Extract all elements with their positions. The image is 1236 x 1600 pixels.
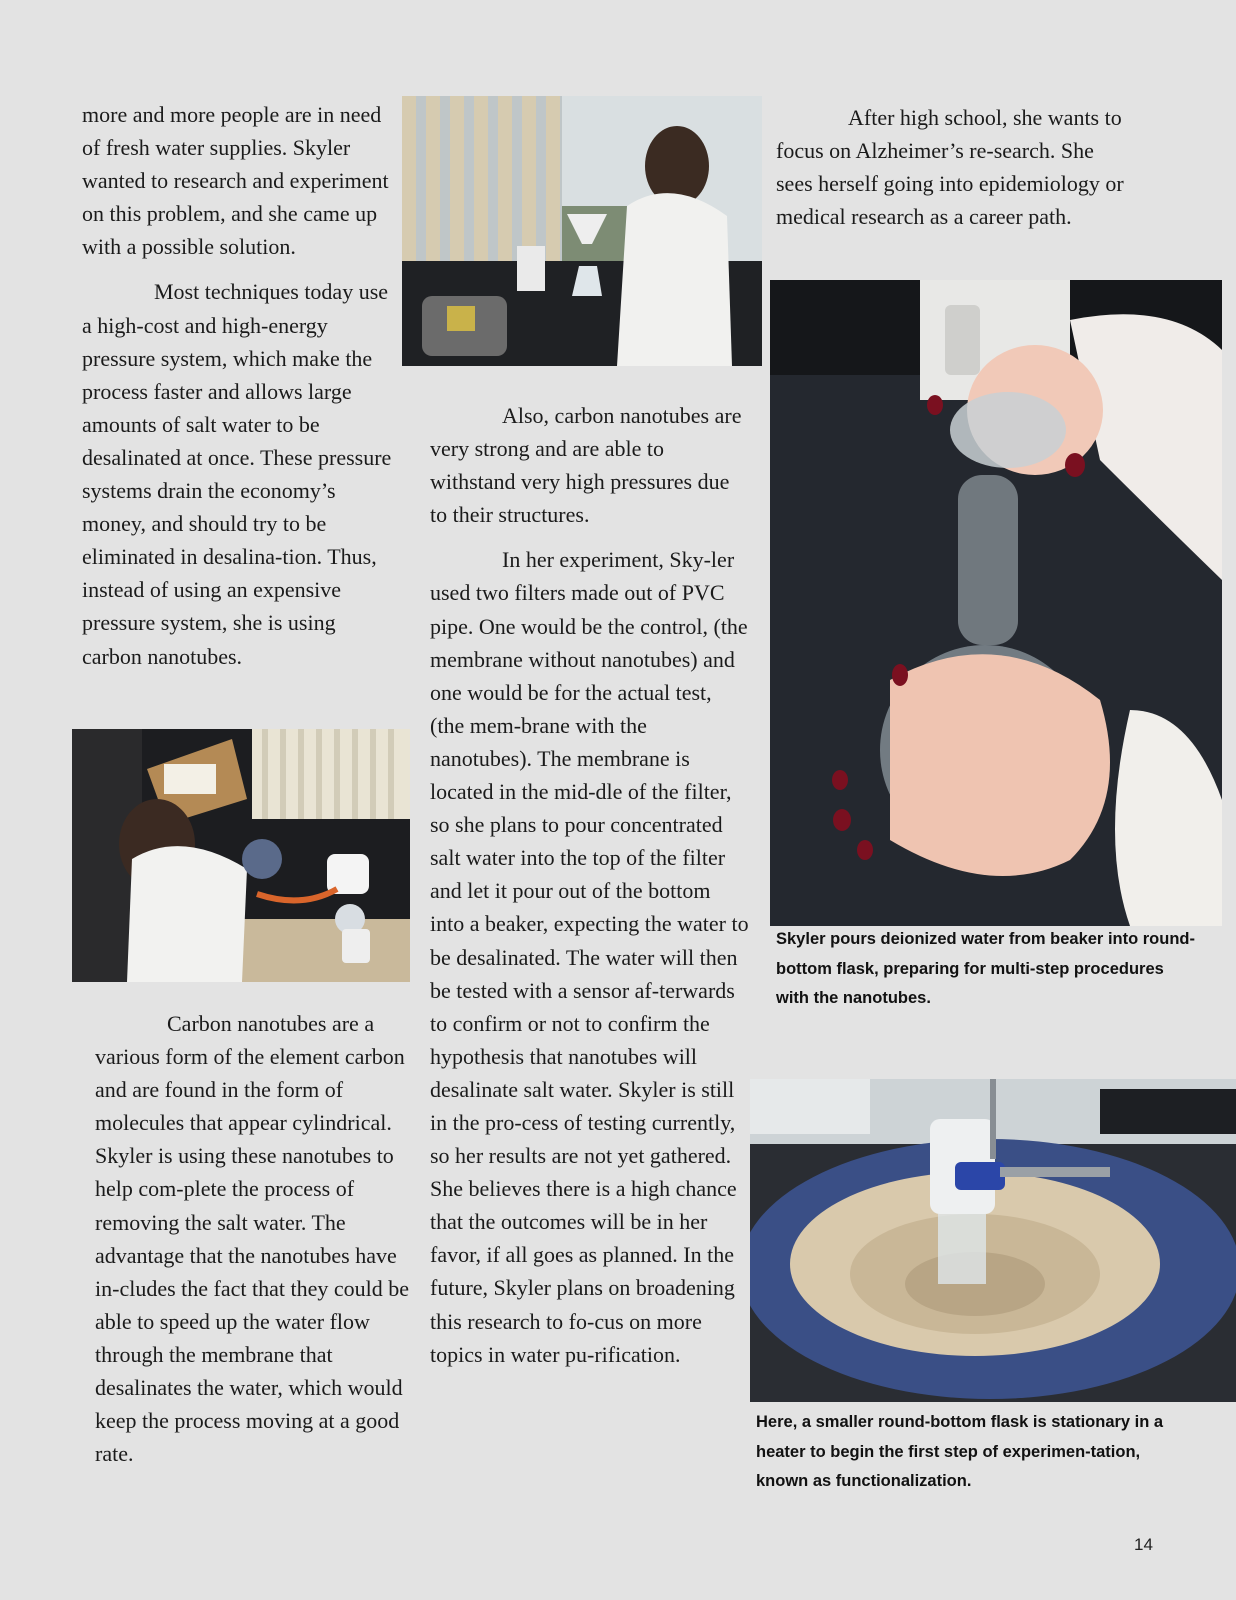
column-1 <box>82 98 400 673</box>
photo-lab-bench <box>72 729 410 982</box>
photo-heater <box>750 1079 1236 1402</box>
column-3 <box>776 101 1126 233</box>
col1-paragraph-1: more and more people are in need of fresh water supplies. Skyler wanted to research and experiment on this problem, and she came up with a possible solution. <box>82 102 389 260</box>
caption-heater: Here, a smaller round-bottom flask is stationary in a heater to begin the first step of experimen-tation, known as functionalization. <box>756 1413 1164 1490</box>
page-number: 14 <box>1134 1535 1153 1554</box>
column-1-continued <box>95 1007 415 1470</box>
col1-paragraph-2: Most techniques today use a high-cost and high-energy pressure system, which make the process faster and allows large amounts of salt water to be desalinated at once. These pressure systems drain the economy’s money, and should try to be eliminated in desalina-tion. Thus, instead of using an expensive pressure system, she is using carbon nanotubes. <box>82 279 392 669</box>
col1-paragraph-3: Carbon nanotubes are a various form of the element carbon and are found in the form of molecules that appear cylindrical. Skyler is using these nanotubes to help com-plete the process of removing the salt water. The advantage that the nanotubes have in-cludes the fact that they could be able to speed up the water flow through the membrane that desalinates the water, which would keep the process moving at a good rate. <box>95 1011 409 1467</box>
col3-paragraph-1: After high school, she wants to focus on Alzheimer’s re-search. She sees herself going into epidemiology or medical research as a career path. <box>776 105 1124 230</box>
column-2 <box>430 399 750 1371</box>
photo-researcher-filtration <box>402 96 762 366</box>
caption-flask-pour: Skyler pours deionized water from beaker into round-bottom flask, preparing for multi-step procedures with the nanotubes. <box>776 930 1195 1007</box>
col2-paragraph-1: Also, carbon nanotubes are very strong and are able to withstand very high pressures due to their structures. <box>430 403 742 528</box>
photo-flask-pour <box>770 280 1222 926</box>
col2-paragraph-2: In her experiment, Sky-ler used two filters made out of PVC pipe. One would be the control, (the membrane without nanotubes) and one would be for the actual test, (the mem-brane with the nanotubes). The membrane is located in the mid-dle of the filter, so she plans to pour concentrated salt water into the top of the filter and let it pour out of the bottom into a beaker, expecting the water to be desalinated. The water will then be tested with a sensor af-terwards to confirm or not to confirm the hypothesis that nanotubes will desalinate salt water. Skyler is still in the pro-cess of testing currently, so her results are not yet gathered. She believes there is a high chance that the outcomes will be in her favor, if all goes as planned. In the future, Skyler plans on broadening this research to fo-cus on more topics in water pu-rification. <box>430 547 749 1367</box>
